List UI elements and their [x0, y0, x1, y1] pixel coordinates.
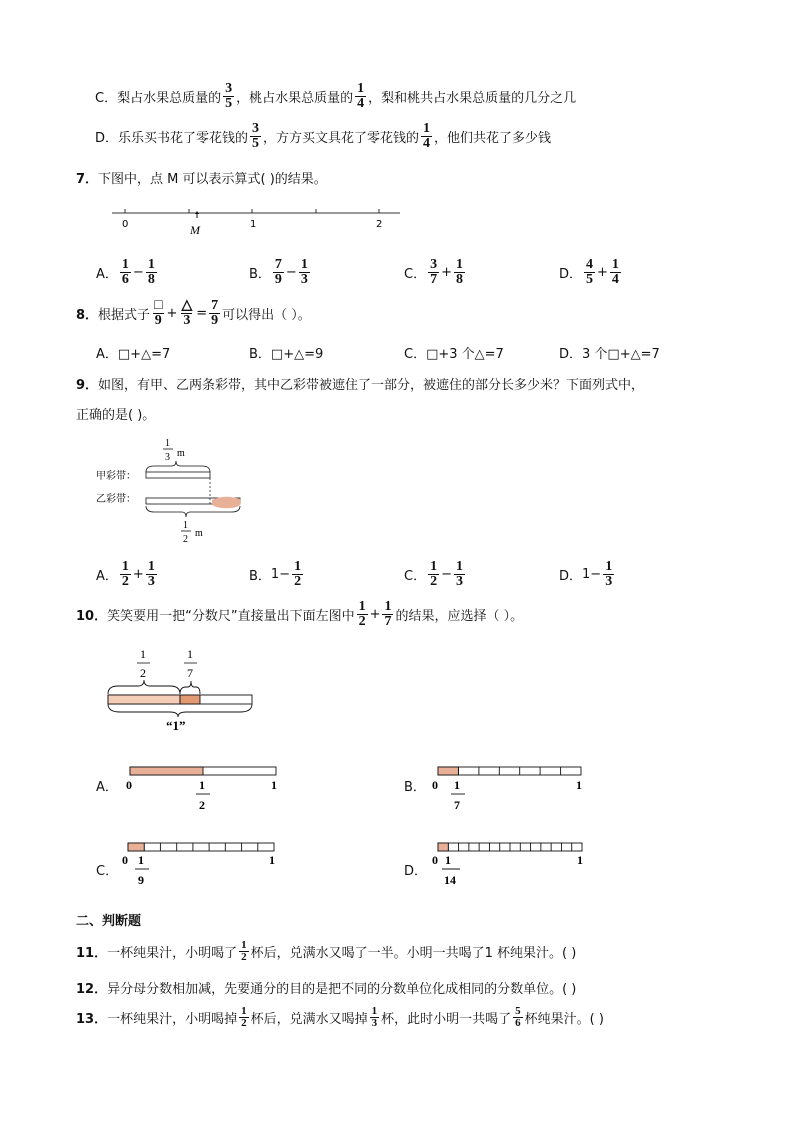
q8-option-c: C．□+3 个△=7	[404, 347, 504, 362]
q10-option-d-label: D．	[404, 864, 428, 879]
q8-question: 8． 根据式子 $\frac{□}{9}$ + $\frac{\triangle}{3}$ = $\frac{7}{9}$ 可以得出（ ）。	[76, 298, 311, 328]
q11-question: 11． 一杯纯果汁，小明喝了 $\frac{1}{2}$ 杯后，兑满水又喝了一半。小明一共喝了1 杯纯果汁。( )	[76, 939, 577, 963]
fraction: $\frac{1}{4}$	[357, 81, 365, 111]
q8-option-d: D．3 个□+△=7	[559, 347, 660, 362]
svg-text:1: 1	[445, 853, 451, 867]
q10-option-a-label: A．	[96, 780, 118, 795]
q10-option-c-label: C．	[96, 864, 119, 879]
fig-num-2: 1	[187, 647, 193, 661]
q7-option-c: C． $\frac{3}{7}$ + $\frac{1}{8}$	[404, 257, 463, 287]
svg-text:1: 1	[269, 853, 275, 867]
q12-question: 12．异分母分数相加减，先要通分的目的是把不同的分数单位化成相同的分数单位。( )	[76, 982, 577, 997]
bottom-fraction-den: 2	[183, 534, 188, 545]
ruler-b-fill	[438, 767, 458, 775]
top-fraction-num: 1	[165, 438, 170, 449]
point-m-label: M	[190, 223, 200, 237]
cover-blob	[212, 497, 241, 508]
svg-text:9: 9	[138, 873, 144, 887]
top-fraction-den: 3	[165, 452, 170, 463]
seventh-fill	[180, 695, 200, 704]
q10-ruler-b	[428, 760, 598, 820]
svg-text:1: 1	[271, 778, 277, 792]
brace-half	[108, 680, 180, 694]
svg-text:1: 1	[138, 853, 144, 867]
ribbon-jia	[146, 472, 210, 478]
q9-ribbon-diagram	[94, 432, 264, 550]
q10-ruler-c	[116, 836, 286, 896]
svg-text:1: 1	[577, 853, 583, 867]
fig-den-1: 2	[140, 666, 146, 680]
q9-option-b: B． 1− $\frac{1}{2}$	[249, 559, 302, 589]
section-title: 二、判断题	[76, 914, 142, 929]
ruler-a-fill	[130, 767, 203, 775]
fraction: $\frac{3}{5}$	[252, 121, 260, 151]
q9-question-line2: 正确的是( )。	[76, 408, 156, 423]
top-brace	[146, 461, 210, 472]
label-yi: 乙彩带：	[96, 494, 136, 505]
q7-option-a: A． $\frac{1}{6}$ − $\frac{1}{8}$	[96, 257, 155, 287]
brace-seventh	[180, 681, 200, 694]
ruler-d-fill	[438, 843, 448, 851]
half-fill	[108, 695, 180, 704]
q9-option-a: A． $\frac{1}{2}$ + $\frac{1}{3}$	[96, 559, 155, 589]
q6-option-d: D． 乐乐买书花了零花钱的 $\frac{3}{5}$ ，方方买文具花了零花钱的 $\frac{1}{4}$ ，他们共花了多少钱	[95, 121, 552, 151]
svg-text:1: 1	[199, 778, 205, 792]
q7-question: 7．下图中，点 M 可以表示算式( )的结果。	[76, 172, 327, 187]
whole-label: “1”	[166, 718, 186, 733]
svg-text:2: 2	[199, 798, 205, 812]
q9-option-c: C． $\frac{1}{2}$ − $\frac{1}{3}$	[404, 559, 463, 589]
fig-den-2: 7	[187, 666, 193, 680]
svg-text:0: 0	[126, 778, 132, 792]
q9-option-d: D． 1− $\frac{1}{3}$	[559, 559, 613, 589]
fraction: $\frac{3}{5}$	[225, 81, 233, 111]
q9-question-line1: 9．如图，有甲、乙两条彩带，其中乙彩带被遮住了一部分，被遮住的部分长多少米？下面列式中，	[76, 378, 645, 393]
svg-text:14: 14	[444, 873, 456, 887]
q7-option-b: B． $\frac{7}{9}$ − $\frac{1}{3}$	[249, 257, 308, 287]
top-unit: m	[177, 448, 185, 459]
ruler-c-fill	[128, 843, 144, 851]
q10-question: 10． 笑笑要用一把“分数尺”直接量出下面左图中 $\frac{1}{2}$ + $\frac{1}{7}$ 的结果，应选择（ ）。	[76, 599, 524, 629]
q10-left-figure	[100, 644, 260, 736]
svg-text:7: 7	[454, 798, 460, 812]
q10-option-b-label: B．	[404, 780, 426, 795]
tick-label-1: 1	[250, 219, 257, 230]
label-jia: 甲彩带：	[96, 471, 136, 482]
brace-whole	[108, 704, 252, 717]
tick-label-0: 0	[122, 219, 129, 230]
svg-text:1: 1	[454, 778, 460, 792]
q6-option-c: C． 梨占水果总质量的 $\frac{3}{5}$ ，桃占水果总质量的 $\frac{1}{4}$ ，梨和桃共占水果总质量的几分之几	[95, 81, 577, 111]
bottom-unit: m	[195, 528, 203, 539]
svg-text:1: 1	[576, 778, 582, 792]
q7-number-line	[100, 198, 410, 240]
q13-question: 13． 一杯纯果汁，小明喝掉 $\frac{1}{2}$ 杯后，兑满水又喝掉 $\frac{1}{3}$ 杯，此时小明一共喝了 $\frac{5}{6}$ 杯纯果汁。( )	[76, 1005, 604, 1029]
svg-text:0: 0	[432, 853, 438, 867]
svg-text:0: 0	[432, 778, 438, 792]
fig-num-1: 1	[140, 647, 146, 661]
tick-label-2: 2	[376, 219, 383, 230]
q8-option-b: B．□+△=9	[249, 347, 324, 362]
fraction: $\frac{1}{4}$	[423, 121, 431, 151]
q10-ruler-d	[426, 836, 596, 896]
q7-option-d: D． $\frac{4}{5}$ + $\frac{1}{4}$	[559, 257, 619, 287]
q8-option-a: A．□+△=7	[96, 347, 171, 362]
q10-ruler-a	[120, 760, 290, 820]
bottom-fraction-num: 1	[183, 520, 188, 531]
svg-text:0: 0	[122, 853, 128, 867]
